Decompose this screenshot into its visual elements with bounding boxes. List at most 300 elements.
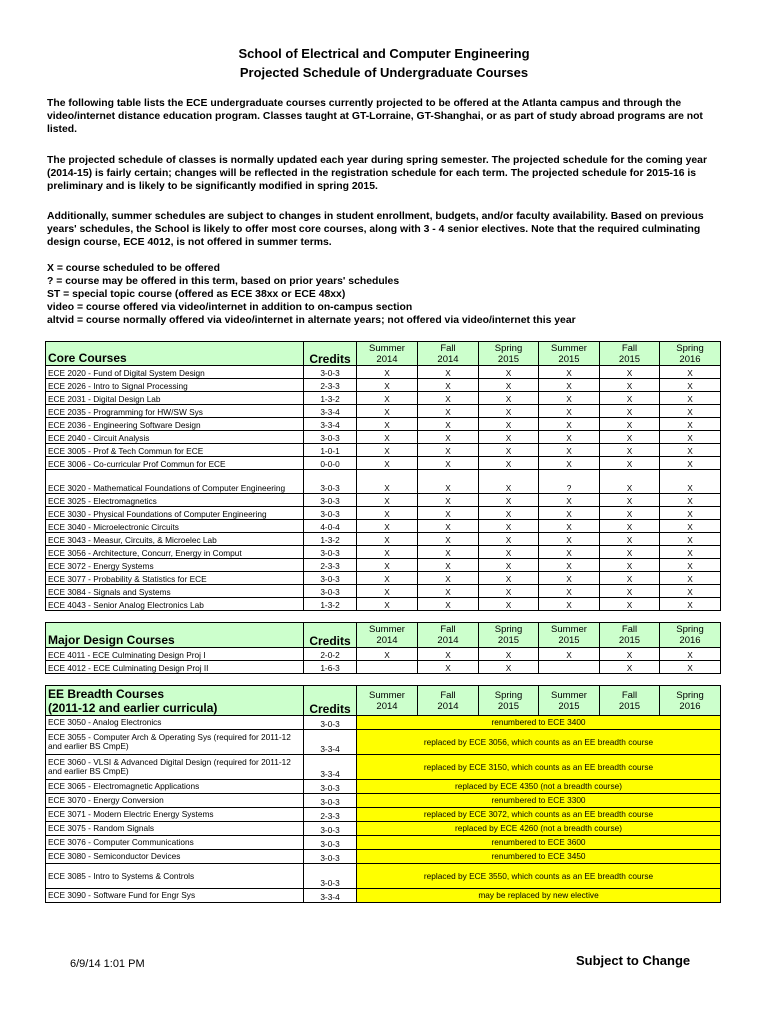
- term-mark: X: [418, 366, 479, 379]
- course-credits: 1-3-2: [304, 533, 357, 546]
- replacement-note: replaced by ECE 3072, which counts as an EE breadth course: [357, 808, 721, 822]
- term-mark: X: [418, 572, 479, 585]
- course-credits: 3-0-3: [304, 585, 357, 598]
- course-name: ECE 2020 - Fund of Digital System Design: [46, 366, 304, 379]
- term-mark: X: [539, 431, 600, 444]
- term-mark: X: [660, 559, 721, 572]
- subject-to-change-note: Subject to Change: [576, 953, 691, 968]
- term-season: Summer: [551, 342, 587, 354]
- term-mark: X: [357, 572, 418, 585]
- table-row: [46, 850, 721, 864]
- course-name: ECE 3060 - VLSI & Advanced Digital Design (required for 2011-12 and earlier BS CmpE): [46, 755, 304, 780]
- table-row: [46, 533, 721, 546]
- course-credits: 3-3-4: [304, 889, 357, 903]
- term-season: Summer: [369, 689, 405, 701]
- term-mark: X: [357, 494, 418, 507]
- term-mark: X: [600, 418, 660, 431]
- term-mark: X: [357, 546, 418, 559]
- term-mark: X: [539, 418, 600, 431]
- term-header: [479, 623, 539, 648]
- term-mark: X: [660, 444, 721, 457]
- table-row: [46, 836, 721, 850]
- term-mark: [539, 661, 600, 674]
- table-row: [46, 585, 721, 598]
- course-name: ECE 3075 - Random Signals: [46, 822, 304, 836]
- term-mark: X: [600, 507, 660, 520]
- course-credits: 2-3-3: [304, 808, 357, 822]
- term-season: Summer: [551, 689, 587, 701]
- term-mark: X: [418, 559, 479, 572]
- term-mark: X: [600, 520, 660, 533]
- term-year: 2015: [618, 353, 641, 365]
- term-mark: X: [600, 470, 660, 494]
- term-season: Spring: [676, 342, 704, 354]
- term-mark: X: [357, 444, 418, 457]
- term-mark: X: [600, 431, 660, 444]
- course-credits: 1-6-3: [304, 661, 357, 674]
- term-header: [539, 342, 600, 366]
- term-mark: X: [418, 405, 479, 418]
- course-name: ECE 3070 - Energy Conversion: [46, 794, 304, 808]
- table-row: [46, 507, 721, 520]
- term-season: Fall: [621, 342, 638, 354]
- term-mark: X: [660, 418, 721, 431]
- term-mark: X: [600, 598, 660, 611]
- term-mark: X: [479, 366, 539, 379]
- term-year: 2016: [679, 700, 701, 712]
- course-credits: 3-0-3: [304, 794, 357, 808]
- course-name: ECE 3040 - Microelectronic Circuits: [46, 520, 304, 533]
- term-season: Spring: [676, 689, 704, 701]
- term-mark: X: [479, 444, 539, 457]
- course-credits: 1-3-2: [304, 392, 357, 405]
- term-mark: X: [479, 507, 539, 520]
- term-header: [660, 686, 721, 716]
- legend-line: video = course offered via video/internet in addition to on-campus section: [47, 302, 413, 313]
- term-mark: X: [600, 392, 660, 405]
- term-mark: X: [479, 559, 539, 572]
- course-credits: 3-3-4: [304, 755, 357, 780]
- term-mark: X: [479, 418, 539, 431]
- course-credits: 3-0-3: [304, 494, 357, 507]
- table-row: [46, 864, 721, 889]
- table-row: [46, 730, 721, 755]
- replacement-note: replaced by ECE 3150, which counts as an EE breadth course: [357, 755, 721, 780]
- term-season: Fall: [440, 624, 456, 635]
- table-row: [46, 546, 721, 559]
- term-year: 2016: [679, 353, 701, 365]
- term-mark: X: [357, 648, 418, 661]
- breadth-courses-heading: [46, 686, 304, 716]
- term-mark: X: [418, 507, 479, 520]
- table-row: [46, 405, 721, 418]
- breadth-heading-line-1: EE Breadth Courses: [48, 687, 165, 701]
- term-mark: X: [600, 533, 660, 546]
- course-name: ECE 2026 - Intro to Signal Processing: [46, 379, 304, 392]
- term-year: 2015: [497, 700, 520, 712]
- course-name: ECE 3085 - Intro to Systems & Controls: [46, 864, 304, 889]
- term-mark: X: [418, 470, 479, 494]
- course-name: ECE 3077 - Probability & Statistics for ECE: [46, 572, 304, 585]
- term-mark: X: [539, 444, 600, 457]
- replacement-note: replaced by ECE 4350 (not a breadth course): [357, 780, 721, 794]
- term-mark: X: [600, 457, 660, 470]
- course-name: ECE 3050 - Analog Electronics: [46, 716, 304, 730]
- term-mark: X: [418, 520, 479, 533]
- term-mark: X: [357, 533, 418, 546]
- term-mark: X: [357, 431, 418, 444]
- term-mark: X: [479, 494, 539, 507]
- term-season: Fall: [621, 624, 638, 635]
- term-year: 2014: [437, 635, 459, 646]
- term-mark: X: [660, 585, 721, 598]
- course-name: ECE 3080 - Semiconductor Devices: [46, 850, 304, 864]
- term-mark: X: [660, 648, 721, 661]
- term-mark: X: [539, 533, 600, 546]
- term-mark: X: [357, 379, 418, 392]
- course-credits: 3-0-3: [304, 366, 357, 379]
- table-row: [46, 559, 721, 572]
- course-name: ECE 3065 - Electromagnetic Applications: [46, 780, 304, 794]
- table-row: [46, 780, 721, 794]
- course-name: ECE 3043 - Measur, Circuits, & Microelec Lab: [46, 533, 304, 546]
- term-mark: X: [539, 598, 600, 611]
- term-mark: X: [600, 648, 660, 661]
- design-courses-heading: Major Design Courses: [46, 623, 304, 648]
- term-mark: X: [539, 546, 600, 559]
- course-name: ECE 3005 - Prof & Tech Commun for ECE: [46, 444, 304, 457]
- table-row: [46, 648, 721, 661]
- term-mark: X: [600, 572, 660, 585]
- term-mark: X: [357, 470, 418, 494]
- table-row: [46, 889, 721, 903]
- term-year: 2015: [618, 635, 641, 646]
- course-credits: 3-3-4: [304, 730, 357, 755]
- course-credits: 2-3-3: [304, 379, 357, 392]
- replacement-note: replaced by ECE 4260 (not a breadth course): [357, 822, 721, 836]
- term-mark: X: [479, 457, 539, 470]
- term-mark: X: [660, 470, 721, 494]
- replacement-note: replaced by ECE 3056, which counts as an EE breadth course: [357, 730, 721, 755]
- replacement-note: renumbered to ECE 3600: [357, 836, 721, 850]
- course-credits: 0-0-0: [304, 457, 357, 470]
- term-mark: X: [660, 457, 721, 470]
- course-credits: 3-0-3: [304, 572, 357, 585]
- course-credits: 3-0-3: [304, 822, 357, 836]
- term-header: [600, 623, 660, 648]
- course-credits: 3-0-3: [304, 780, 357, 794]
- term-mark: X: [479, 585, 539, 598]
- course-name: ECE 4011 - ECE Culminating Design Proj I: [46, 648, 304, 661]
- course-credits: 2-3-3: [304, 559, 357, 572]
- term-mark: X: [418, 585, 479, 598]
- course-name: ECE 3020 - Mathematical Foundations of Computer Engineering: [46, 470, 304, 494]
- replacement-note: renumbered to ECE 3450: [357, 850, 721, 864]
- term-header: [660, 623, 721, 648]
- course-credits: 3-0-3: [304, 546, 357, 559]
- title-line-2: Projected Schedule of Undergraduate Courses: [239, 65, 529, 80]
- term-mark: X: [357, 585, 418, 598]
- legend-line: X = course scheduled to be offered: [47, 263, 220, 274]
- term-mark: X: [660, 507, 721, 520]
- course-name: ECE 2036 - Engineering Software Design: [46, 418, 304, 431]
- term-year: 2014: [437, 700, 459, 712]
- term-mark: X: [660, 494, 721, 507]
- term-season: Spring: [676, 624, 704, 635]
- table-row: [46, 457, 721, 470]
- term-mark: X: [357, 366, 418, 379]
- design-courses-table: [45, 622, 721, 674]
- term-year: 2016: [679, 635, 701, 646]
- term-mark: X: [660, 366, 721, 379]
- term-mark: X: [357, 520, 418, 533]
- course-credits: 1-3-2: [304, 598, 357, 611]
- term-mark: X: [660, 598, 721, 611]
- term-mark: X: [479, 431, 539, 444]
- term-mark: X: [660, 661, 721, 674]
- course-credits: 3-0-3: [304, 836, 357, 850]
- course-credits: 3-0-3: [304, 864, 357, 889]
- term-mark: X: [479, 470, 539, 494]
- term-mark: X: [600, 546, 660, 559]
- table-row: [46, 494, 721, 507]
- course-name: ECE 4043 - Senior Analog Electronics Lab: [46, 598, 304, 611]
- core-courses-table: [45, 341, 721, 611]
- term-mark: X: [479, 392, 539, 405]
- term-mark: X: [418, 533, 479, 546]
- course-credits: 3-0-3: [304, 507, 357, 520]
- term-mark: X: [539, 520, 600, 533]
- term-mark: X: [418, 546, 479, 559]
- term-mark: X: [600, 559, 660, 572]
- table-row: [46, 572, 721, 585]
- term-season: Fall: [440, 689, 456, 701]
- term-mark: X: [600, 366, 660, 379]
- term-mark: X: [660, 533, 721, 546]
- term-mark: X: [418, 379, 479, 392]
- legend-line: ? = course may be offered in this term, based on prior years' schedules: [47, 276, 400, 287]
- term-header: [418, 342, 479, 366]
- term-mark: X: [418, 444, 479, 457]
- term-mark: X: [660, 392, 721, 405]
- term-season: Fall: [621, 689, 638, 701]
- term-season: Summer: [369, 624, 405, 635]
- term-header: [539, 623, 600, 648]
- replacement-note: renumbered to ECE 3300: [357, 794, 721, 808]
- course-credits: 3-0-3: [304, 431, 357, 444]
- term-mark: X: [539, 585, 600, 598]
- table-row: [46, 822, 721, 836]
- course-credits: 3-0-3: [304, 470, 357, 494]
- course-name: ECE 3072 - Energy Systems: [46, 559, 304, 572]
- table-row: [46, 794, 721, 808]
- table-row: [46, 392, 721, 405]
- credits-header: Credits: [304, 342, 357, 366]
- legend-line: altvid = course normally offered via video/internet in alternate years; not offered via video/internet this year: [47, 315, 576, 326]
- term-mark: X: [357, 457, 418, 470]
- table-row: [46, 755, 721, 780]
- term-mark: X: [357, 418, 418, 431]
- term-mark: X: [660, 379, 721, 392]
- replacement-note: replaced by ECE 3550, which counts as an EE breadth course: [357, 864, 721, 889]
- term-mark: X: [479, 661, 539, 674]
- course-credits: 3-3-4: [304, 418, 357, 431]
- term-mark: X: [479, 572, 539, 585]
- term-mark: X: [539, 494, 600, 507]
- term-year: 2015: [497, 353, 520, 365]
- term-mark: X: [539, 392, 600, 405]
- course-name: ECE 4012 - ECE Culminating Design Proj II: [46, 661, 304, 674]
- term-year: 2014: [376, 635, 398, 646]
- course-credits: 3-3-4: [304, 405, 357, 418]
- document-title: [0, 44, 768, 82]
- term-header: [418, 623, 479, 648]
- core-courses-heading: Core Courses: [46, 342, 304, 366]
- term-mark: X: [660, 405, 721, 418]
- title-line-1: School of Electrical and Computer Engineering: [238, 46, 530, 61]
- breadth-courses-table: [45, 685, 721, 903]
- term-mark: X: [539, 457, 600, 470]
- footer-date: 6/9/14 1:01 PM: [70, 958, 145, 970]
- course-name: ECE 3090 - Software Fund for Engr Sys: [46, 889, 304, 903]
- term-mark: X: [600, 405, 660, 418]
- term-mark: X: [660, 546, 721, 559]
- term-mark: X: [418, 418, 479, 431]
- term-mark: X: [479, 379, 539, 392]
- term-year: 2014: [376, 353, 398, 365]
- term-mark: X: [660, 572, 721, 585]
- table-row: [46, 716, 721, 730]
- term-mark: X: [357, 507, 418, 520]
- term-header: [479, 686, 539, 716]
- term-season: Spring: [494, 689, 523, 701]
- term-mark: X: [418, 661, 479, 674]
- term-mark: X: [418, 457, 479, 470]
- term-year: 2015: [558, 700, 580, 712]
- course-name: ECE 3071 - Modern Electric Energy Systems: [46, 808, 304, 822]
- term-mark: X: [539, 507, 600, 520]
- term-season: Summer: [369, 342, 405, 354]
- course-name: ECE 3076 - Computer Communications: [46, 836, 304, 850]
- legend-line: ST = special topic course (offered as ECE 38xx or ECE 48xx): [47, 289, 346, 300]
- term-mark: X: [418, 494, 479, 507]
- course-name: ECE 2031 - Digital Design Lab: [46, 392, 304, 405]
- term-mark: X: [600, 661, 660, 674]
- replacement-note: may be replaced by new elective: [357, 889, 721, 903]
- term-year: 2015: [618, 700, 641, 712]
- term-header: [600, 686, 660, 716]
- course-name: ECE 3006 - Co-curricular Prof Commun for ECE: [46, 457, 304, 470]
- term-mark: X: [600, 494, 660, 507]
- term-season: Fall: [440, 342, 456, 354]
- term-mark: X: [660, 520, 721, 533]
- term-mark: X: [660, 431, 721, 444]
- course-credits: 4-0-4: [304, 520, 357, 533]
- course-name: ECE 2035 - Programming for HW/SW Sys: [46, 405, 304, 418]
- course-name: ECE 3055 - Computer Arch & Operating Sys (required for 2011-12 and earlier BS CmpE): [46, 730, 304, 755]
- term-mark: X: [357, 392, 418, 405]
- term-mark: X: [418, 598, 479, 611]
- term-header: [357, 342, 418, 366]
- term-mark: X: [600, 379, 660, 392]
- term-mark: X: [479, 546, 539, 559]
- course-credits: 3-0-3: [304, 850, 357, 864]
- term-mark: X: [539, 648, 600, 661]
- term-mark: X: [418, 392, 479, 405]
- term-year: 2014: [376, 700, 398, 712]
- course-name: ECE 3056 - Architecture, Concurr, Energy in Comput: [46, 546, 304, 559]
- term-mark: X: [418, 648, 479, 661]
- term-mark: ?: [539, 470, 600, 494]
- term-year: 2014: [437, 353, 459, 365]
- table-row: [46, 431, 721, 444]
- term-season: Spring: [494, 342, 523, 354]
- course-name: ECE 3084 - Signals and Systems: [46, 585, 304, 598]
- table-row: [46, 444, 721, 457]
- course-credits: 3-0-3: [304, 716, 357, 730]
- table-row: [46, 470, 721, 494]
- term-header: [357, 686, 418, 716]
- course-name: ECE 3025 - Electromagnetics: [46, 494, 304, 507]
- term-mark: X: [418, 431, 479, 444]
- term-header: [418, 686, 479, 716]
- term-header: [357, 623, 418, 648]
- term-mark: X: [539, 405, 600, 418]
- table-row: [46, 366, 721, 379]
- intro-paragraph-2: The projected schedule of classes is normally updated each year during spring semester. The projected schedule for the coming year (2014-15) is fairly certain; changes will be reflected in the registration schedule for each term. The projected schedule for 2015-16 is preliminary and is likely to be significantly modified in spring 2015.: [47, 155, 708, 192]
- term-mark: X: [357, 559, 418, 572]
- table-row: [46, 520, 721, 533]
- term-year: 2015: [497, 635, 520, 646]
- credits-header: Credits: [304, 686, 357, 716]
- term-header: [660, 342, 721, 366]
- table-row: [46, 661, 721, 674]
- table-row: [46, 598, 721, 611]
- table-row: [46, 379, 721, 392]
- intro-paragraph-3: Additionally, summer schedules are subject to changes in student enrollment, budgets, and/or faculty availability. Based on previous years' schedules, the School is likely to offer most core courses, along with 3 - 4 senior electives. Note that the required culminating design course, ECE 4012, is not offered in summer terms.: [47, 211, 704, 248]
- replacement-note: renumbered to ECE 3400: [357, 716, 721, 730]
- term-mark: X: [600, 444, 660, 457]
- term-mark: X: [479, 533, 539, 546]
- term-mark: X: [479, 648, 539, 661]
- term-mark: X: [539, 572, 600, 585]
- term-mark: X: [539, 366, 600, 379]
- course-credits: 2-0-2: [304, 648, 357, 661]
- table-row: [46, 418, 721, 431]
- term-mark: X: [539, 559, 600, 572]
- term-mark: X: [479, 520, 539, 533]
- term-year: 2015: [558, 353, 580, 365]
- term-mark: X: [479, 598, 539, 611]
- course-credits: 1-0-1: [304, 444, 357, 457]
- term-season: Summer: [551, 624, 587, 635]
- term-mark: X: [539, 379, 600, 392]
- term-header: [600, 342, 660, 366]
- term-mark: [357, 661, 418, 674]
- term-year: 2015: [558, 635, 580, 646]
- term-season: Spring: [494, 624, 523, 635]
- table-row: [46, 808, 721, 822]
- term-mark: X: [479, 405, 539, 418]
- term-mark: X: [600, 585, 660, 598]
- course-name: ECE 3030 - Physical Foundations of Computer Engineering: [46, 507, 304, 520]
- term-header: [539, 686, 600, 716]
- term-mark: X: [357, 405, 418, 418]
- intro-paragraph-1: The following table lists the ECE undergraduate courses currently projected to be offered at the Atlanta campus and through the video/internet distance education program. Classes taught at GT-Lorraine, GT-Shanghai, or as part of study abroad programs are not listed.: [47, 98, 703, 135]
- breadth-heading-line-2: (2011-12 and earlier curricula): [48, 701, 218, 715]
- course-name: ECE 2040 - Circuit Analysis: [46, 431, 304, 444]
- term-mark: X: [357, 598, 418, 611]
